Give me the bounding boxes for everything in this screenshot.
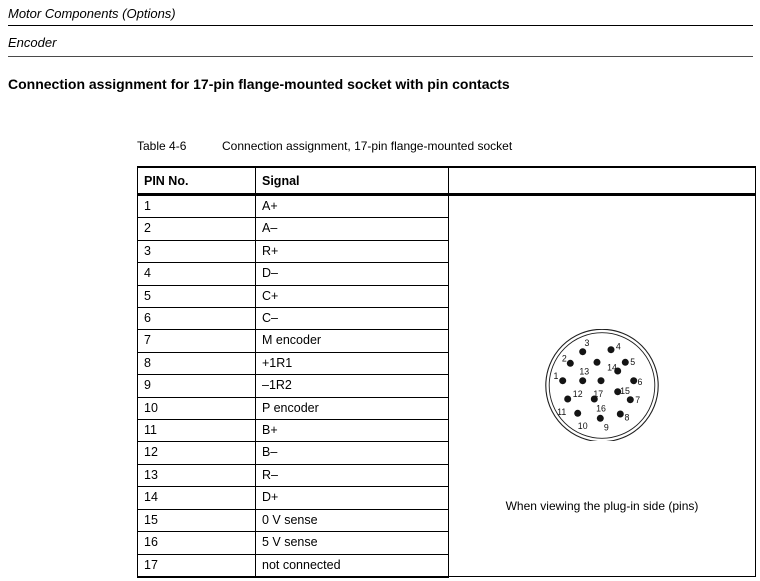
subheader-rule [8, 56, 753, 57]
pin-no-cell: 6 [138, 308, 256, 330]
pin-dot-3 [579, 348, 586, 355]
signal-cell: 5 V sense [256, 532, 449, 554]
running-header-subtitle: Encoder [8, 35, 57, 50]
pin-label-3: 3 [584, 338, 590, 349]
pin-label-10: 10 [577, 420, 588, 431]
pin-dot-7 [627, 396, 634, 403]
pin-label-2: 2 [561, 353, 567, 364]
table-header-row [138, 167, 756, 195]
signal-cell: –1R2 [256, 375, 449, 397]
signal-cell: 0 V sense [256, 509, 449, 531]
signal-cell: R– [256, 464, 449, 486]
pin-label-16: 16 [596, 403, 606, 414]
pin-label-14: 14 [607, 362, 617, 373]
pin-label-15: 15 [620, 385, 630, 396]
pin-no-cell: 2 [138, 218, 256, 240]
pin-no-cell: 15 [138, 509, 256, 531]
signal-cell: A– [256, 218, 449, 240]
pin-label-5: 5 [630, 356, 636, 367]
col-header-empty [449, 167, 756, 195]
pin-label-12: 12 [572, 389, 583, 400]
pin-dot-11 [564, 396, 571, 403]
pin-no-cell: 11 [138, 420, 256, 442]
pin-no-cell: 7 [138, 330, 256, 352]
pin-dot-5 [622, 359, 629, 366]
pin-no-cell: 10 [138, 397, 256, 419]
connector-diagram [449, 196, 755, 513]
signal-cell: P encoder [256, 397, 449, 419]
signal-cell: C– [256, 308, 449, 330]
pin-assignment-table [137, 166, 756, 578]
signal-cell: not connected [256, 554, 449, 577]
table-caption-label: Table 4-6 [137, 139, 187, 153]
pin-label-7: 7 [635, 394, 641, 405]
pin-dot-2 [567, 360, 574, 367]
running-header-title: Motor Components (Options) [8, 6, 176, 21]
signal-cell: +1R1 [256, 352, 449, 374]
pin-no-cell: 14 [138, 487, 256, 509]
col-header-pin-no: PIN No. [138, 167, 256, 195]
signal-cell: R+ [256, 240, 449, 262]
pin-dot-6 [630, 377, 637, 384]
pin-label-8: 8 [624, 412, 630, 423]
signal-cell: B– [256, 442, 449, 464]
col-header-signal: Signal [256, 167, 449, 195]
pin-dot-1 [559, 377, 566, 384]
pin-label-9: 9 [603, 422, 609, 433]
pin-no-cell: 16 [138, 532, 256, 554]
pin-no-cell: 12 [138, 442, 256, 464]
signal-cell: D– [256, 263, 449, 285]
pin-no-cell: 5 [138, 285, 256, 307]
signal-cell: D+ [256, 487, 449, 509]
signal-cell: B+ [256, 420, 449, 442]
signal-cell: M encoder [256, 330, 449, 352]
pin-no-cell: 13 [138, 464, 256, 486]
pin-dot-8 [617, 411, 624, 418]
signal-cell: C+ [256, 285, 449, 307]
pin-dot-10 [574, 410, 581, 417]
pin-dot-9 [597, 415, 604, 422]
header-rule [8, 25, 753, 26]
pin-no-cell: 9 [138, 375, 256, 397]
diagram-cell [449, 195, 756, 577]
pin-label-17: 17 [593, 389, 604, 400]
pin-label-13: 13 [579, 366, 590, 377]
pin-label-11: 11 [557, 406, 567, 417]
pin-label-6: 6 [637, 376, 643, 387]
pin-no-cell: 4 [138, 263, 256, 285]
table-caption-text: Connection assignment, 17-pin flange-mounted socket [222, 139, 513, 153]
pin-no-cell: 17 [138, 554, 256, 577]
pin-no-cell: 8 [138, 352, 256, 374]
pin-label-1: 1 [553, 370, 559, 381]
diagram-caption: When viewing the plug-in side (pins) [505, 499, 699, 513]
table-row [138, 195, 756, 218]
page-title: Connection assignment for 17-pin flange-mounted socket with pin contacts [8, 76, 510, 92]
pin-no-cell: 1 [138, 195, 256, 218]
table-caption [137, 139, 512, 153]
pin-dot-13 [594, 359, 601, 366]
connector-socket-drawing [541, 329, 663, 441]
pin-no-cell: 3 [138, 240, 256, 262]
pin-label-4: 4 [615, 341, 621, 352]
pin-dot-12 [579, 377, 586, 384]
signal-cell: A+ [256, 195, 449, 218]
pin-dot-17 [598, 377, 605, 384]
pin-dot-4 [608, 346, 615, 353]
